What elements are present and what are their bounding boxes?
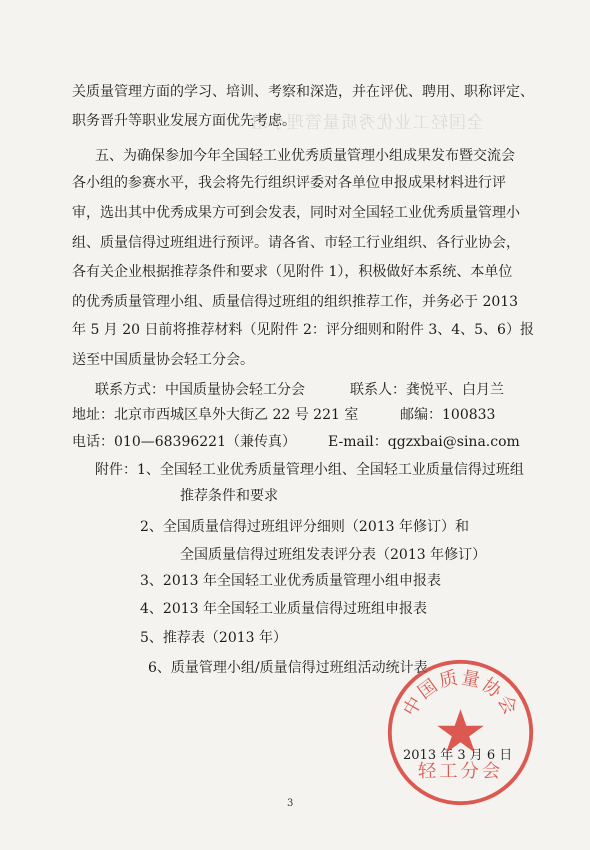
attachment-4: 4、2013 年全国轻工业质量信得过班组申报表: [140, 601, 427, 617]
page-number: 3: [287, 798, 294, 809]
body-line-5: 审，选出其中优秀成果方可到会发表，同时对全国轻工业优秀质量管理小: [72, 205, 520, 221]
body-line-9: 年 5 月 20 日前将推荐材料（见附件 2：评分细则和附件 3、4、5、6）报: [72, 322, 534, 338]
body-line-10: 送至中国质量协会轻工分会。: [72, 352, 254, 368]
seal-bottom-text: 轻工分会: [417, 761, 504, 783]
attachment-2-line-1: 2、全国质量信得过班组评分细则（2013 年修订）和: [140, 519, 469, 535]
attachment-6: 6、质量管理小组/质量信得过班组活动统计表: [148, 660, 428, 676]
attachment-1-line-1: 附件：1、全国轻工业优秀质量管理小组、全国轻工业质量信得过班组: [95, 462, 524, 478]
body-line-4: 各小组的参赛水平，我会将先行组织评委对各单位申报成果材料进行评: [72, 175, 506, 191]
seal-star-icon: [437, 709, 484, 753]
seal-top-text: 中国质量协会: [399, 667, 522, 720]
body-line-2: 职务晋升等职业发展方面优先考虑。: [72, 113, 296, 129]
contact-email: E-mail：qgzxbai@sina.com: [328, 434, 520, 450]
attachment-5: 5、推荐表（2013 年）: [140, 630, 287, 646]
bleed-through-text: 全国轻工业优秀质量管理小组: [250, 113, 484, 133]
attachment-2-line-2: 全国质量信得过班组发表评分表（2013 年修订）: [180, 547, 487, 563]
body-line-6: 组、质量信得过班组进行预评。请各省、市轻工行业组织、各行业协会，: [72, 235, 520, 251]
body-line-7: 各有关企业根据推荐条件和要求（见附件 1），积极做好本系统、本单位: [72, 264, 513, 280]
contact-phone: 电话：010—68396221（兼传真）: [72, 434, 296, 450]
document-date: 2013 年 3 月 6 日: [403, 748, 513, 763]
attachment-3: 3、2013 年全国轻工业优秀质量管理小组申报表: [140, 573, 441, 589]
official-seal: [383, 655, 538, 810]
contact-postcode: 邮编：100833: [400, 407, 496, 423]
contact-org: 联系方式：中国质量协会轻工分会: [95, 382, 305, 398]
body-line-3: 五、为确保参加今年全国轻工业优秀质量管理小组成果发布暨交流会: [95, 148, 515, 164]
body-line-8: 的优秀质量管理小组、质量信得过班组的组织推荐工作，并务必于 2013: [72, 294, 519, 310]
attachment-1-line-2: 推荐条件和要求: [180, 488, 278, 504]
body-line-1: 关质量管理方面的学习、培训、考察和深造，并在评优、聘用、职称评定、: [72, 84, 534, 100]
contact-people: 联系人：龚悦平、白月兰: [350, 382, 504, 398]
contact-address: 地址：北京市西城区阜外大街乙 22 号 221 室: [72, 407, 359, 423]
